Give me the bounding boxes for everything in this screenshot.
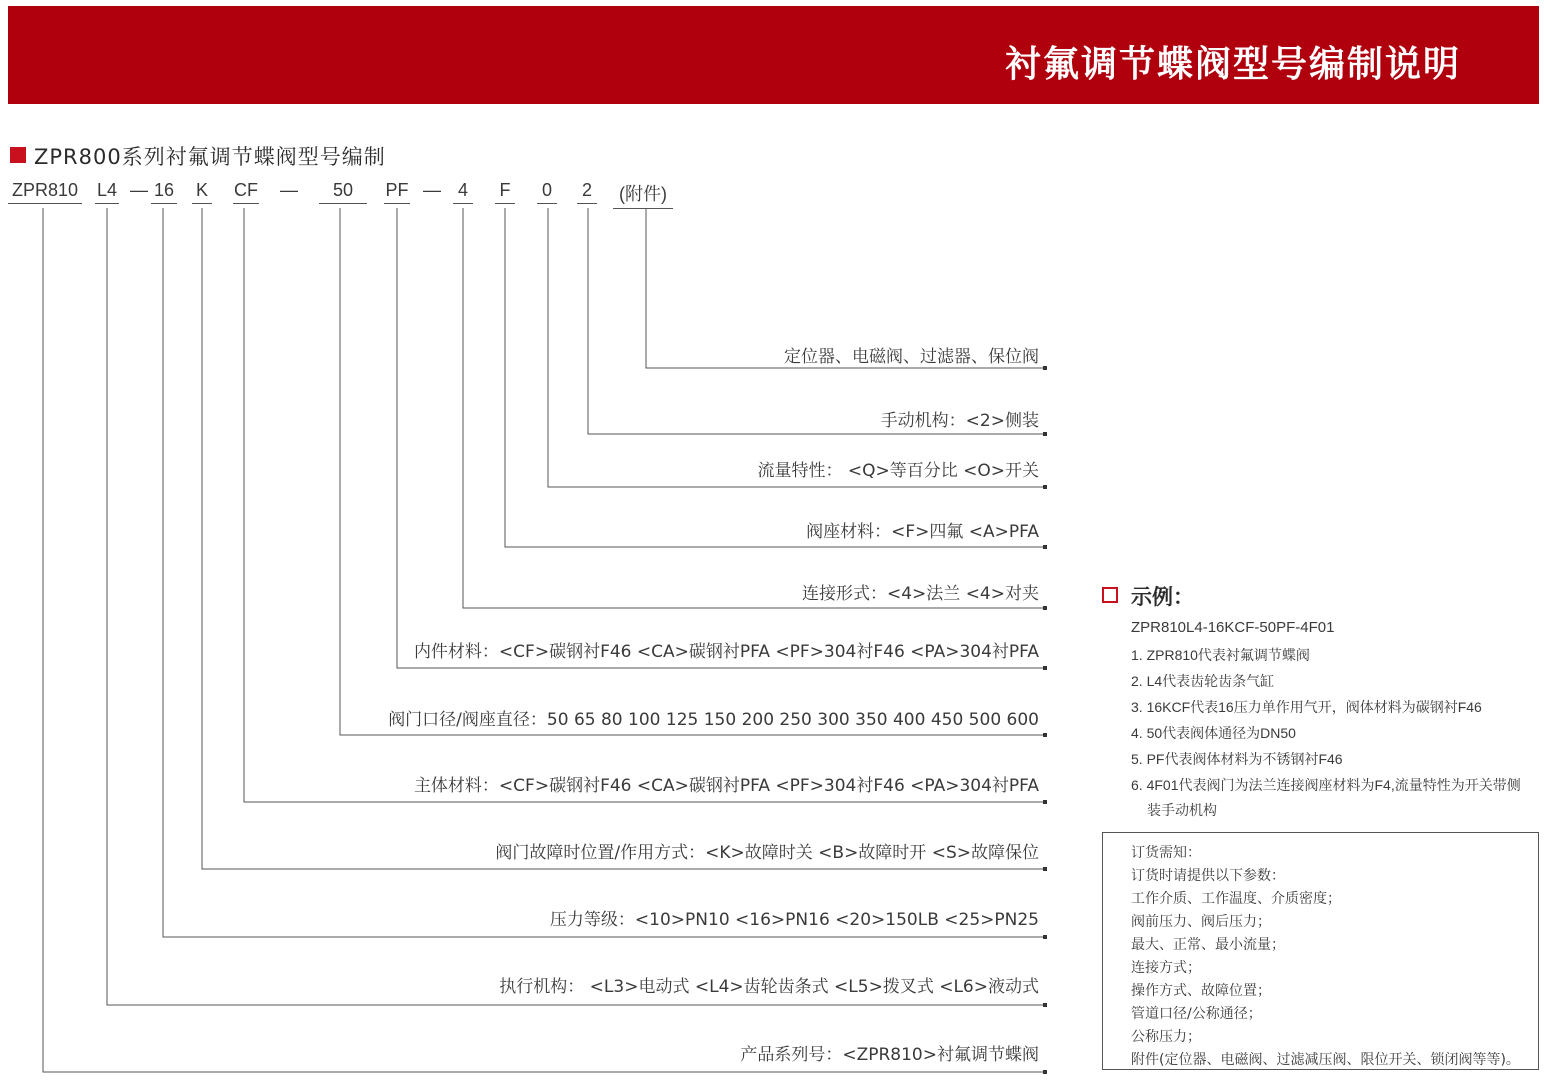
page-title: 衬氟调节蝶阀型号编制说明 bbox=[1004, 44, 1461, 85]
code-part-flow: 0 bbox=[537, 180, 557, 204]
code-part-manual: 2 bbox=[577, 180, 597, 204]
desc-body: 主体材料：<CF>碳钢衬F46 <CA>碳钢衬PFA <PF>304衬F46 <PA>304衬PFA bbox=[413, 776, 1039, 796]
desc-accessories: 定位器、电磁阀、过滤器、保位阀 bbox=[784, 347, 1039, 367]
code-part-series: ZPR810 bbox=[8, 180, 82, 204]
order-note-heading: 订货需知： bbox=[1131, 845, 1201, 861]
line-end-dot bbox=[1043, 545, 1047, 549]
desc-action: 阀门故障时位置/作用方式：<K>故障时关 <B>故障时开 <S>故障保位 bbox=[495, 843, 1039, 863]
order-note-line: 最大、正常、最小流量； bbox=[1131, 937, 1285, 953]
code-part-accessories: (附件) bbox=[613, 180, 673, 209]
desc-manual: 手动机构：<2>侧装 bbox=[880, 411, 1039, 431]
desc-actuator: 执行机构： <L3>电动式 <L4>齿轮齿条式 <L5>拨叉式 <L6>液动式 bbox=[499, 977, 1039, 997]
line-end-dot bbox=[1043, 666, 1047, 670]
example-item: 1. ZPR810代表衬氟调节蝶阀 bbox=[1131, 647, 1310, 663]
order-note-line: 操作方式、故障位置； bbox=[1131, 983, 1271, 999]
line-end-dot bbox=[1043, 366, 1047, 370]
example-item: 5. PF代表阀体材料为不锈钢衬F46 bbox=[1131, 751, 1343, 767]
code-part-pressure: 16 bbox=[151, 180, 177, 204]
line-end-dot bbox=[1043, 935, 1047, 939]
line-end-dot bbox=[1043, 867, 1047, 871]
line-end-dot bbox=[1043, 606, 1047, 610]
line-end-dot bbox=[1043, 1070, 1047, 1074]
code-part-action: K bbox=[192, 180, 212, 204]
code-part-dash: — bbox=[280, 180, 298, 200]
example-item: 4. 50代表阀体通径为DN50 bbox=[1131, 725, 1296, 741]
section-title: ZPR800系列衬氟调节蝶阀型号编制 bbox=[34, 145, 386, 169]
example-item: 3. 16KCF代表16压力单作用气开，阀体材料为碳钢衬F46 bbox=[1131, 699, 1482, 715]
leader-line-pressure bbox=[163, 208, 1046, 937]
line-end-dot bbox=[1043, 432, 1047, 436]
desc-trim: 内件材料：<CF>碳钢衬F46 <CA>碳钢衬PFA <PF>304衬F46 <PA>304衬PFA bbox=[413, 642, 1039, 662]
code-part-trim-material: PF bbox=[384, 180, 410, 204]
example-marker bbox=[1102, 587, 1118, 603]
example-item: 装手动机构 bbox=[1147, 802, 1217, 818]
desc-flow: 流量特性： <Q>等百分比 <O>开关 bbox=[757, 461, 1039, 481]
example-item: 2. L4代表齿轮齿条气缸 bbox=[1131, 673, 1275, 689]
example-item: 6. 4F01代表阀门为法兰连接阀座材料为F4,流量特性为开关带侧 bbox=[1131, 777, 1521, 793]
code-part-seat: F bbox=[495, 180, 515, 204]
order-note-line: 订货时请提供以下参数： bbox=[1131, 868, 1285, 884]
order-note-line: 工作介质、工作温度、介质密度； bbox=[1131, 891, 1341, 907]
desc-pressure: 压力等级：<10>PN10 <16>PN16 <20>150LB <25>PN25 bbox=[549, 910, 1039, 930]
line-end-dot bbox=[1043, 485, 1047, 489]
order-note-line: 附件(定位器、电磁阀、过滤减压阀、限位开关、锁闭阀等等)。 bbox=[1131, 1052, 1520, 1068]
example-title: 示例： bbox=[1131, 585, 1194, 609]
desc-series: 产品系列号：<ZPR810>衬氟调节蝶阀 bbox=[740, 1045, 1039, 1065]
code-part-diameter: 50 bbox=[319, 180, 367, 204]
order-note-line: 管道口径/公称通径； bbox=[1131, 1006, 1262, 1022]
leader-line-manual bbox=[588, 208, 1046, 434]
leader-line-actuator bbox=[107, 208, 1046, 1005]
example-code: ZPR810L4-16KCF-50PF-4F01 bbox=[1131, 619, 1335, 636]
code-part-connection: 4 bbox=[453, 180, 473, 204]
code-part-actuator: L4 bbox=[95, 180, 119, 204]
desc-connection: 连接形式：<4>法兰 <4>对夹 bbox=[801, 584, 1039, 604]
desc-diameter: 阀门口径/阀座直径：50 65 80 100 125 150 200 250 300 350 400 450 500 600 bbox=[388, 710, 1039, 730]
line-end-dot bbox=[1043, 800, 1047, 804]
order-note-line: 连接方式； bbox=[1131, 960, 1201, 976]
order-note-line: 阀前压力、阀后压力； bbox=[1131, 914, 1271, 930]
code-part-dash: — bbox=[423, 180, 441, 200]
line-end-dot bbox=[1043, 1003, 1047, 1007]
leader-line-seat bbox=[505, 208, 1046, 547]
order-note-line: 公称压力； bbox=[1131, 1029, 1201, 1045]
code-part-dash: — bbox=[130, 180, 148, 200]
line-end-dot bbox=[1043, 733, 1047, 737]
desc-seat: 阀座材料：<F>四氟 <A>PFA bbox=[806, 522, 1039, 542]
code-part-body-material: CF bbox=[233, 180, 259, 204]
